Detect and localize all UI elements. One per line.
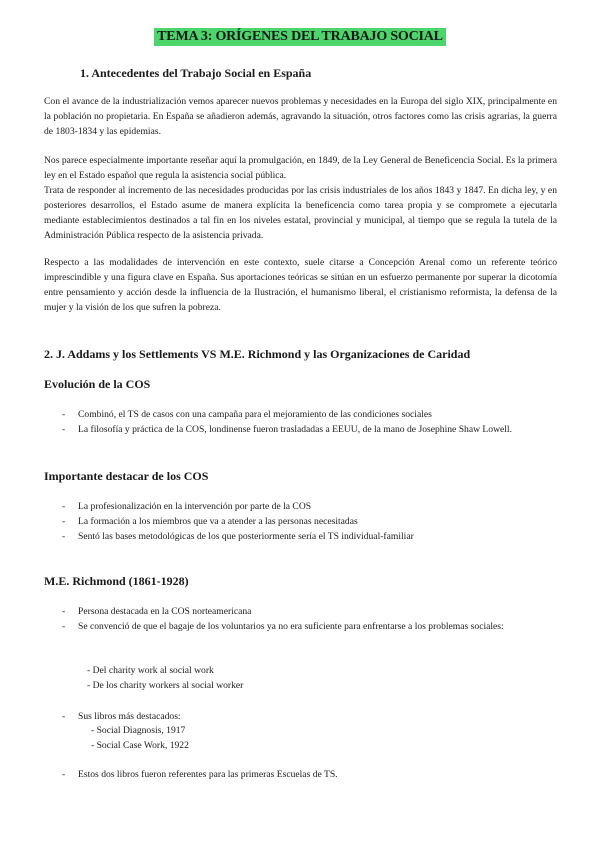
evolucion-cos-heading: Evolución de la COS — [44, 377, 151, 391]
list-item-text: La filosofía y práctica de la COS, londinense fueron trasladadas a EEUU, de la mano de Josephine Shaw Lowell. — [78, 424, 512, 435]
page-title: TEMA 3: ORÍGENES DEL TRABAJO SOCIAL — [154, 28, 446, 46]
list-item — [44, 709, 557, 724]
richmond-heading: M.E. Richmond (1861-1928) — [44, 574, 189, 588]
list-dash: - — [62, 606, 66, 617]
list-item-text: Se convenció de que el bagaje de los voluntarios ya no era suficiente para enfrentarse a los problemas sociales: — [78, 621, 504, 632]
list-dash: - — [62, 516, 66, 527]
list-item — [44, 407, 557, 422]
paragraph-ley-beneficencia — [44, 153, 557, 243]
list-item-text: Combinó, el TS de casos con una campaña para el mejoramiento de las condiciones sociales — [78, 409, 432, 420]
list-item-text: Persona destacada en la COS norteamericana — [78, 606, 252, 617]
list-item-text: La profesionalización en la intervención por parte de la COS — [78, 501, 312, 512]
books-list — [44, 709, 557, 724]
richmond-sub-list — [87, 663, 243, 693]
list-item — [44, 514, 557, 529]
list-item-text: La formación a los miembros que va a atender a las personas necesitadas — [78, 516, 358, 527]
evolucion-cos-list — [44, 407, 557, 437]
destacar-cos-heading: Importante destacar de los COS — [44, 469, 209, 483]
list-dash: - — [62, 769, 66, 780]
title-container — [0, 27, 600, 46]
list-item — [44, 604, 557, 619]
paragraph-concepcion-arenal: Respecto a las modalidades de intervención en este contexto, suele citarse a Concepción Arenal como un referente teórico imprescindible y una figura clave en España. Sus aportaciones teóricas se sitúan en un esfuerzo permanente por superar la dicotomía entre pensamiento y acción desde la influencia de la Ilustración, el humanismo liberal, el cristianismo reformista, la defensa de la mujer y la visión de los que sufren la pobreza. — [44, 257, 557, 313]
paragraph-ley-beneficencia-a: Nos parece especialmente importante reseñar aquí la promulgación, en 1849, de la Ley General de Beneficencia Social. Es la primera ley en el Estado español que regula la asistencia social pública. — [44, 155, 557, 181]
list-dash: - — [62, 409, 66, 420]
destacar-cos-list — [44, 499, 557, 544]
section-2-heading: 2. J. Addams y los Settlements VS M.E. Richmond y las Organizaciones de Caridad — [44, 347, 471, 361]
list-dash: - — [62, 424, 66, 435]
book-item: - Social Case Work, 1922 — [91, 740, 189, 751]
list-dash: - — [62, 501, 66, 512]
list-item — [44, 422, 557, 437]
list-item — [44, 499, 557, 514]
list-item — [44, 529, 557, 544]
list-item-text: Sus libros más destacados: — [78, 711, 181, 722]
section-1-heading: 1. Antecedentes del Trabajo Social en España — [80, 66, 312, 80]
books-sub-list — [91, 723, 189, 753]
list-item-text: Estos dos libros fueron referentes para las primeras Escuelas de TS. — [78, 769, 338, 780]
paragraph-industrializacion: Con el avance de la industrialización vemos aparecer nuevos problemas y necesidades en la Europa del siglo XIX, principalmente en la población no propietaria. En España se añadieron además, agravando la situación, otros factores como las crisis agrarias, la guerra de 1803-1834 y las epidemias. — [44, 96, 557, 137]
list-dash: - — [62, 531, 66, 542]
sub-list-item: - Del charity work al social work — [87, 665, 214, 676]
book-item: - Social Diagnosis, 1917 — [91, 725, 186, 736]
list-item-text: Sentó las bases metodológicas de los que posteriormente sería el TS individual-familiar — [78, 531, 414, 542]
final-list — [44, 767, 557, 782]
richmond-list — [44, 604, 557, 634]
list-dash: - — [62, 621, 66, 632]
list-dash: - — [62, 711, 66, 722]
list-item — [44, 619, 557, 634]
paragraph-ley-beneficencia-b: Trata de responder al incremento de las necesidades producidas por las crisis industriales de los años 1843 y 1847. En dicha ley, y en posteriores desarrollos, el Estado asume de manera explícita la beneficencia como tarea propia y se compromete a ejecutarla mediante establecimientos destinados a tal fin en los niveles estatal, provincial y municipal, al tiempo que se regula la tutela de la Administración Pública respecto de la asistencia privada. — [44, 185, 557, 241]
list-item — [44, 767, 557, 782]
sub-list-item: - De los charity workers al social worker — [87, 680, 244, 691]
